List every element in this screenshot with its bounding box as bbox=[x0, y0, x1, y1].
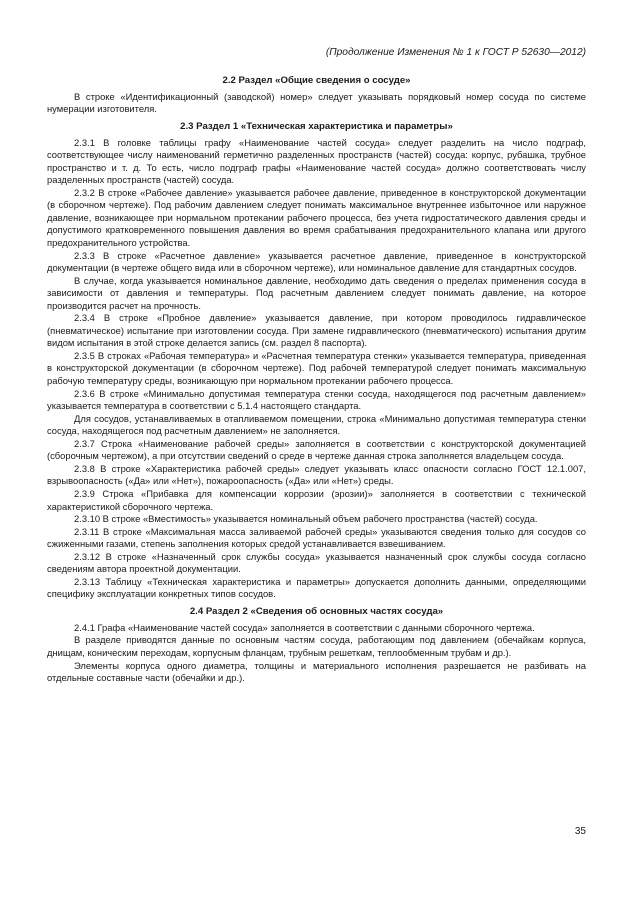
paragraph: Для сосудов, устанавливаемых в отапливаемом помещении, строка «Минимально допустимая температура стенки сосуда, находящегося под расчетным давлением» не заполняется. bbox=[47, 412, 586, 437]
paragraph: 2.3.7 Строка «Наименование рабочей среды» заполняется в соответствии с конструкторской документацией (сборочным чертежом), а при отсутствии сведений о среде в чертеже данная строка заполняется владельцем сосуда. bbox=[47, 437, 586, 462]
paragraph: 2.4.1 Графа «Наименование частей сосуда» заполняется в соответствии с данными сборочного чертежа. bbox=[74, 621, 535, 633]
section-2-3 bbox=[47, 120, 586, 601]
paragraph: В случае, когда указывается номинальное давление, необходимо дать сведения о пределах применения сосуда в зависимости от давления и температуры. Под расчетным давлением следует понимать давление, на которое производится расчет на прочность. bbox=[47, 274, 586, 311]
section-2-2 bbox=[47, 74, 586, 116]
section-title: 2.2 Раздел «Общие сведения о сосуде» bbox=[222, 74, 411, 86]
paragraph: 2.3.1 В головке таблицы графу «Наименование частей сосуда» следует разделить на число подграф, соответствующее числу наименований герметично разделенных пространств (частей) сосуда: корпус, рубашка, трубное пространство и т. д. То есть, число подграф графы «Наименование частей сосуда» должно соответствовать числу разделенных пространств (частей) сосуда. bbox=[47, 136, 586, 186]
page-header: (Продолжение Изменения № 1 к ГОСТ Р 52630—2012) bbox=[325, 47, 586, 58]
paragraph: 2.3.11 В строке «Максимальная масса заливаемой рабочей среды» указываются сведения только для сосудов со сжиженными газами, степень заполнения которых средой устанавливается взвешиванием. bbox=[47, 525, 586, 550]
paragraph: В разделе приводятся данные по основным частям сосуда, работающим под давлением (обечайкам корпуса, днищам, коническим переходам, корпусным фланцам, трубным решеткам, теплообменным трубам и др.). bbox=[47, 634, 586, 658]
paragraph: 2.3.3 В строке «Расчетное давление» указывается расчетное давление, приведенное в конструкторской документации (в чертеже общего вида или в сборочном чертеже), или номинальное давление для стандартных сосудов. bbox=[47, 249, 586, 274]
paragraph: Элементы корпуса одного диаметра, толщины и материального исполнения разрешается не разбивать на отдельные составные части (обечайки и др.). bbox=[47, 659, 586, 684]
section-title: 2.4 Раздел 2 «Сведения об основных частях сосуда» bbox=[189, 605, 444, 617]
paragraph: 2.3.9 Строка «Прибавка для компенсации коррозии (эрозии)» заполняется в соответствии с технической характеристикой сборочного чертежа. bbox=[47, 487, 586, 512]
paragraph: 2.3.8 В строке «Характеристика рабочей среды» следует указывать класс опасности согласно ГОСТ 12.1.007, взрывоопасность («Да» или «Нет»), пожароопасность («Да» или «Нет») среды. bbox=[47, 462, 586, 487]
paragraph: В строке «Идентификационный (заводской) номер» следует указывать порядковый номер сосуда по системе нумерации изготовителя. bbox=[47, 90, 586, 115]
paragraph: 2.3.4 В строке «Пробное давление» указывается давление, при котором проводилось гидравлическое (пневматическое) испытание при изготовлении сосуда. При замене гидравлического (пневматического) испытания другим видом испытания в этой строке делается запись (см. раздел 8 паспорта). bbox=[47, 312, 586, 349]
paragraph: 2.3.6 В строке «Минимально допустимая температура стенки сосуда, находящегося под расчетным давлением» указывается температура в соответствии с 5.1.4 настоящего стандарта. bbox=[47, 387, 586, 412]
paragraph: 2.3.12 В строке «Назначенный срок службы сосуда» указывается назначенный срок службы сосуда согласно сведениям автора проектной документации. bbox=[47, 550, 586, 575]
page-number: 35 bbox=[574, 826, 586, 837]
paragraph: 2.3.5 В строках «Рабочая температура» и «Расчетная температура стенки» указывается температура, приведенная в конструкторской документации (в сборочном чертеже). Под рабочей температурой следует понимать максимальную рабочую температуру среды, возникающую при нормальном протекании рабочего процесса. bbox=[47, 349, 586, 387]
section-2-4 bbox=[47, 605, 586, 685]
paragraph: 2.3.10 В строке «Вместимость» указывается номинальный объем рабочего пространства (частей) сосуда. bbox=[74, 513, 538, 525]
paragraph: 2.3.13 Таблицу «Техническая характеристика и параметры» допускается дополнить данными, определяющими специфику эксплуатации конкретных типов сосудов. bbox=[47, 575, 586, 600]
paragraph: 2.3.2 В строке «Рабочее давление» указывается рабочее давление, приведенное в конструкторской документации (в сборочном чертеже). Под рабочим давлением следует понимать максимальное внутреннее избыточное или наружное давление, возникающее при нормальном протекании рабочего процесса, без учета гидростатического давления среды и допустимого кратковременного повышения давления во время срабатывания предохранительного клапана или другого предохранительного устройства. bbox=[47, 186, 586, 249]
section-title: 2.3 Раздел 1 «Техническая характеристика и параметры» bbox=[180, 120, 453, 132]
